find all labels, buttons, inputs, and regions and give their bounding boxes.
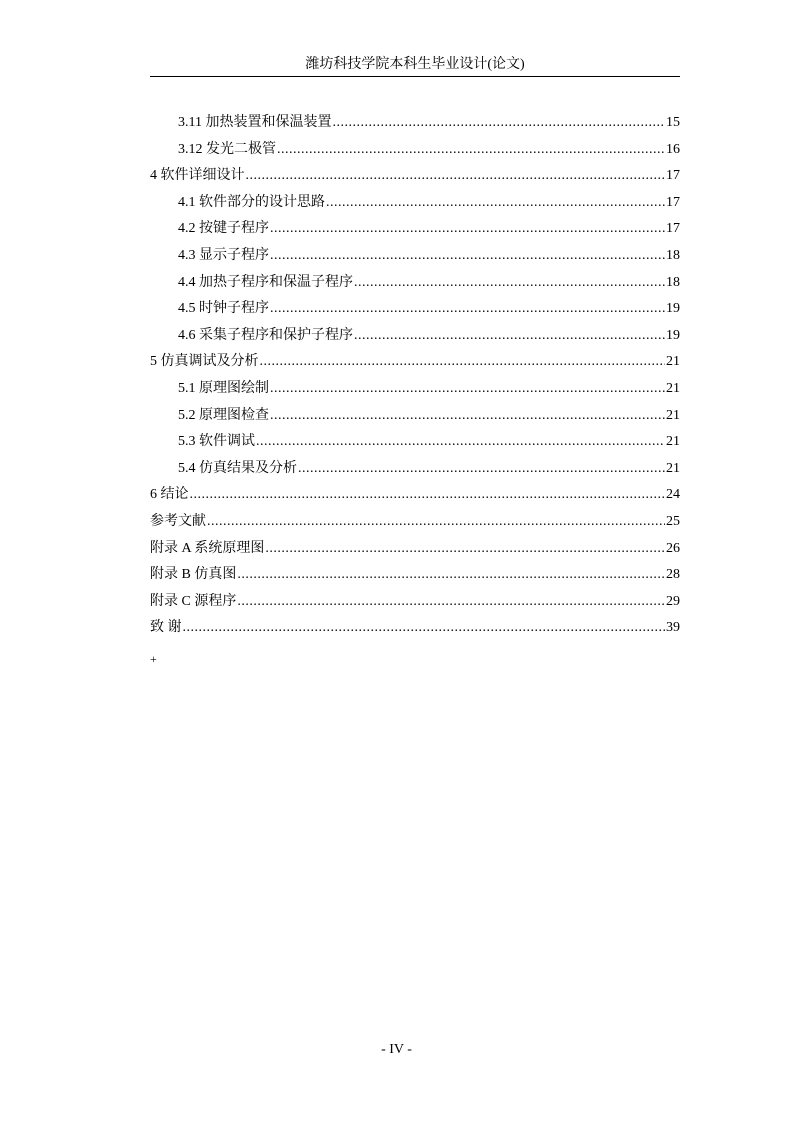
toc-entry-title: 4.5 时钟子程序 [178, 301, 269, 317]
toc-entry[interactable] [150, 406, 680, 433]
toc-entry[interactable] [150, 565, 680, 592]
toc-dot-leader [265, 539, 665, 559]
toc-entry-title: 5.2 原理图检查 [178, 407, 269, 423]
toc-entry[interactable] [150, 219, 680, 246]
toc-dot-leader [237, 592, 665, 612]
toc-entry[interactable] [150, 193, 680, 220]
toc-entry-page: 15 [666, 115, 680, 130]
toc-entry-page: 16 [666, 141, 680, 157]
toc-entry[interactable] [150, 299, 680, 326]
header-rule [150, 76, 680, 77]
toc-entry[interactable] [150, 432, 680, 459]
toc-dot-leader [354, 326, 665, 346]
toc-entry[interactable] [150, 485, 680, 512]
toc-entry-title: 附录 C 源程序 [150, 593, 237, 609]
page-number: - IV - [381, 1042, 412, 1057]
toc-entry[interactable] [150, 113, 680, 140]
table-of-contents [150, 113, 680, 645]
toc-entry-page: 21 [666, 354, 680, 370]
toc-entry-page: 18 [666, 274, 680, 290]
toc-entry[interactable] [150, 166, 680, 193]
toc-dot-leader [260, 352, 666, 372]
toc-entry-page: 19 [666, 327, 680, 343]
toc-entry-title: 3.12 发光二极管 [178, 141, 276, 157]
toc-entry[interactable] [150, 539, 680, 566]
toc-entry-title: 参考文献 [150, 513, 206, 529]
toc-entry-page: 29 [666, 593, 680, 609]
toc-dot-leader [270, 379, 665, 399]
toc-entry-page: 18 [666, 247, 680, 263]
toc-entry-page: 17 [666, 221, 680, 237]
toc-entry-page: 24 [666, 487, 680, 503]
toc-entry[interactable] [150, 246, 680, 273]
toc-entry-page: 28 [666, 567, 680, 583]
toc-entry-title: 5.1 原理图绘制 [178, 380, 269, 396]
toc-entry-title: 3.11 加热装置和保温装置 [178, 115, 332, 130]
toc-entry-page: 21 [666, 460, 680, 476]
toc-entry[interactable] [150, 459, 680, 486]
page-header: 潍坊科技学院本科生毕业设计(论文) [305, 57, 525, 72]
toc-entry-title: 4.2 按键子程序 [178, 221, 269, 237]
toc-dot-leader [270, 406, 665, 426]
toc-entry-page: 39 [666, 620, 680, 636]
toc-entry[interactable] [150, 379, 680, 406]
toc-entry-page: 19 [666, 301, 680, 317]
toc-entry-page: 25 [666, 513, 680, 529]
toc-dot-leader [354, 273, 665, 293]
toc-dot-leader [237, 565, 665, 585]
toc-entry-title: 致 谢 [150, 620, 182, 636]
toc-dot-leader [190, 485, 666, 505]
toc-entry-page: 21 [666, 407, 680, 423]
toc-dot-leader [270, 219, 665, 239]
paragraph-marker: + [150, 652, 157, 666]
toc-dot-leader [326, 193, 665, 213]
toc-entry-page: 26 [666, 540, 680, 556]
toc-entry-title: 6 结论 [150, 487, 189, 503]
toc-entry-title: 附录 B 仿真图 [150, 567, 237, 583]
toc-dot-leader [298, 459, 665, 479]
toc-entry-title: 4.3 显示子程序 [178, 247, 269, 263]
toc-entry[interactable] [150, 326, 680, 353]
toc-dot-leader [270, 246, 665, 266]
toc-dot-leader [256, 432, 665, 452]
toc-entry-title: 5.3 软件调试 [178, 434, 255, 450]
toc-entry-page: 21 [666, 380, 680, 396]
toc-entry[interactable] [150, 592, 680, 619]
toc-dot-leader [207, 512, 665, 532]
toc-dot-leader [270, 299, 665, 319]
toc-entry[interactable] [150, 512, 680, 539]
toc-entry-title: 4.6 采集子程序和保护子程序 [178, 327, 353, 343]
toc-entry-page: 17 [666, 168, 680, 184]
toc-dot-leader [183, 618, 666, 638]
toc-entry-title: 5 仿真调试及分析 [150, 354, 259, 370]
toc-entry[interactable] [150, 618, 680, 645]
toc-dot-leader [246, 166, 666, 186]
toc-dot-leader [332, 113, 665, 133]
toc-dot-leader [277, 140, 665, 160]
toc-entry-title: 4.4 加热子程序和保温子程序 [178, 274, 353, 290]
toc-entry[interactable] [150, 273, 680, 300]
toc-entry-title: 附录 A 系统原理图 [150, 540, 265, 556]
toc-entry-page: 21 [666, 434, 680, 450]
toc-entry-title: 4 软件详细设计 [150, 168, 245, 184]
toc-entry[interactable] [150, 352, 680, 379]
toc-entry-title: 4.1 软件部分的设计思路 [178, 194, 325, 210]
toc-entry[interactable] [150, 140, 680, 167]
toc-entry-page: 17 [666, 194, 680, 210]
toc-entry-title: 5.4 仿真结果及分析 [178, 460, 297, 476]
